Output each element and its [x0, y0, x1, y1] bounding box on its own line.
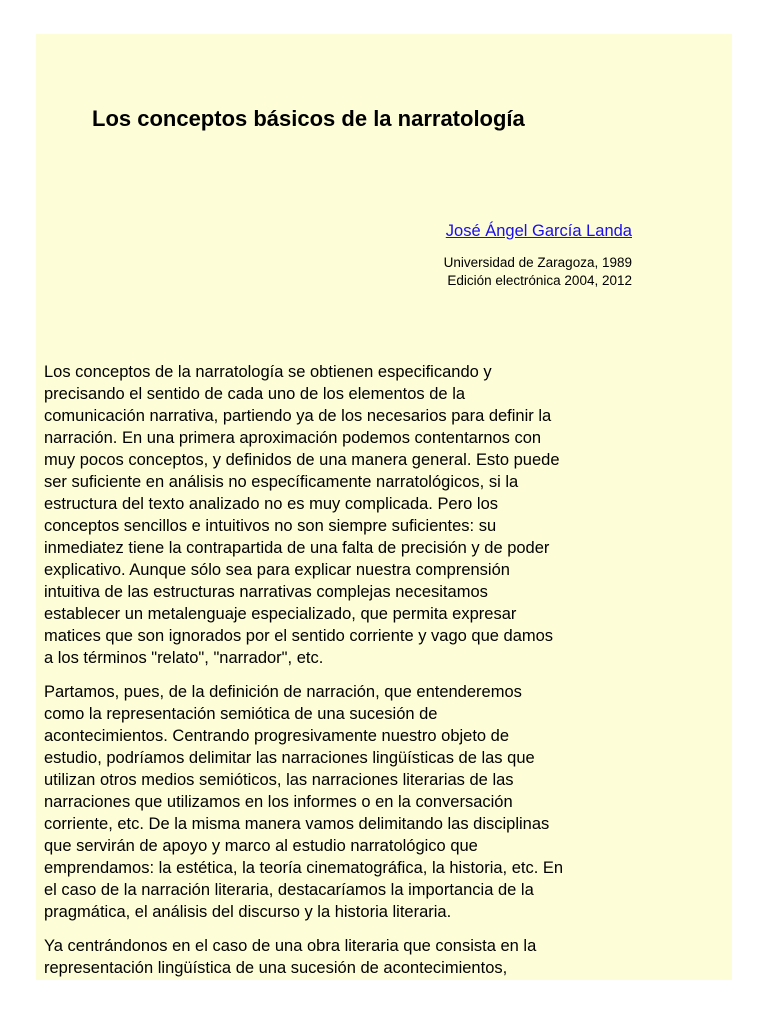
text-line: representación lingüística de una sucesión de acontecimientos, [44, 959, 508, 977]
text-line: estudio, podríamos delimitar las narraciones lingüísticas de las que [44, 749, 535, 767]
text-line: narración. En una primera aproximación podemos contentarnos con [44, 429, 542, 447]
body-text [44, 361, 644, 980]
text-line: Partamos, pues, de la definición de narración, que entenderemos [44, 683, 522, 701]
document-page [36, 34, 732, 980]
text-line: Los conceptos de la narratología se obtienen especificando y [44, 363, 492, 381]
text-line: precisando el sentido de cada uno de los elementos de la [44, 385, 466, 403]
text-line: corriente, etc. De la misma manera vamos delimitando las disciplinas [44, 815, 550, 833]
text-line: muy pocos conceptos, y definidos de una manera general. Esto puede [44, 451, 560, 469]
text-line: explicativo. Aunque sólo sea para explicar nuestra comprensión [44, 561, 510, 579]
text-line: ser suficiente en análisis no específicamente narratológicos, si la [44, 473, 519, 491]
text-line: inmediatez tiene la contrapartida de una falta de precisión y de poder [44, 539, 550, 557]
text-line: el caso de la narración literaria, destacaríamos la importancia de la [44, 881, 534, 899]
paragraph-3 [44, 935, 644, 979]
paragraph-2 [44, 681, 644, 923]
text-line: a los términos "relato", "narrador", etc. [44, 649, 324, 667]
edition-line: Edición electrónica 2004, 2012 [447, 273, 632, 288]
text-line: emprendamos: la estética, la teoría cinematográfica, la historia, etc. En [44, 859, 564, 877]
paragraph-1 [44, 361, 644, 669]
affiliation-block [444, 254, 632, 290]
text-line: comunicación narrativa, partiendo ya de los necesarios para definir la [44, 407, 552, 425]
text-line: narraciones que utilizamos en los informes o en la conversación [44, 793, 513, 811]
text-line: conceptos sencillos e intuitivos no son siempre suficientes: su [44, 517, 497, 535]
text-line: Ya centrándonos en el caso de una obra literaria que consista en la [44, 937, 537, 955]
text-line: pragmática, el análisis del discurso y la historia literaria. [44, 903, 452, 921]
text-line: intuitiva de las estructuras narrativas complejas necesitamos [44, 583, 488, 601]
text-line: establecer un metalenguaje especializado, que permita expresar [44, 605, 517, 623]
author-block [444, 220, 632, 290]
document-title: Los conceptos básicos de la narratología [92, 106, 525, 131]
text-line: como la representación semiótica de una sucesión de [44, 705, 438, 723]
text-line: utilizan otros medios semióticos, las narraciones literarias de las [44, 771, 514, 789]
author-link[interactable]: José Ángel García Landa [445, 222, 632, 240]
text-line: estructura del texto analizado no es muy complicada. Pero los [44, 495, 498, 513]
affiliation-line: Universidad de Zaragoza, 1989 [443, 255, 632, 270]
text-line: acontecimientos. Centrando progresivamente nuestro objeto de [44, 727, 510, 745]
text-line: matices que son ignorados por el sentido corriente y vago que damos [44, 627, 554, 645]
text-line: que servirán de apoyo y marco al estudio narratológico que [44, 837, 478, 855]
